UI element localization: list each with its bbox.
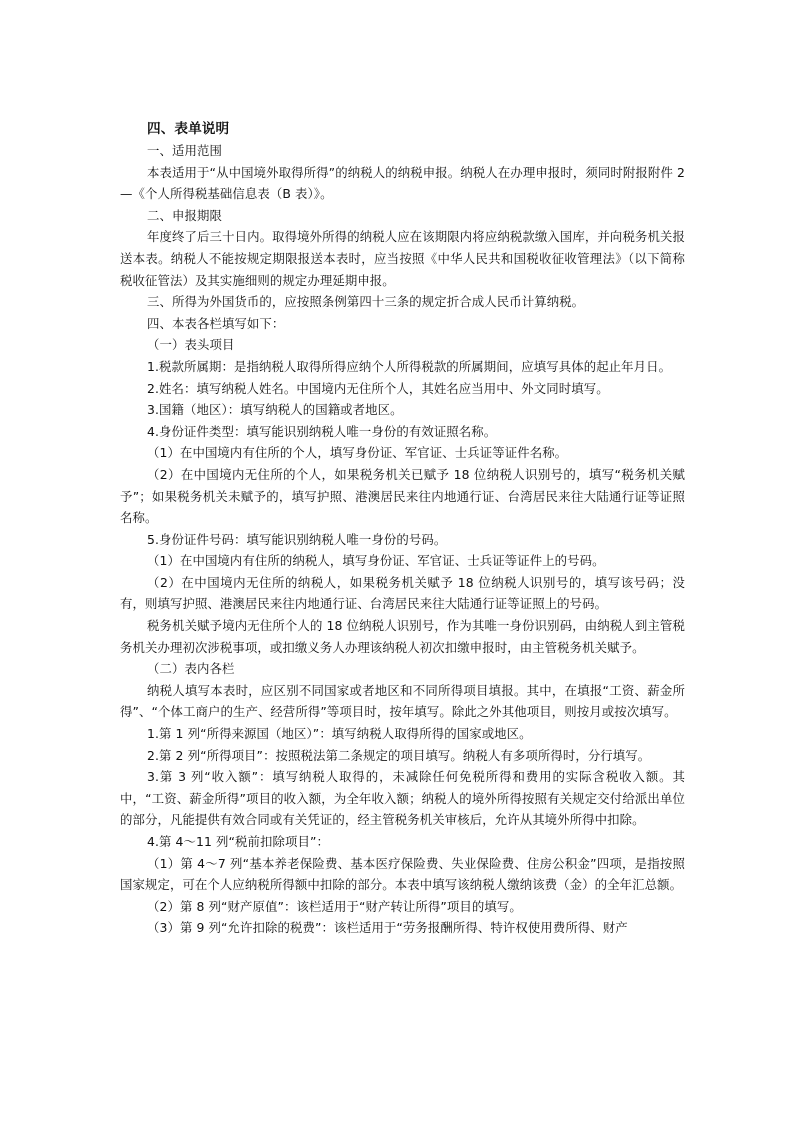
paragraph-id-type: 4.身份证件类型：填写能识别纳税人唯一身份的有效证照名称。	[147, 423, 497, 439]
paragraph-id-type-1: （1）在中国境内有住所的个人，填写身份证、军官证、士兵证等证件名称。	[147, 445, 568, 461]
paragraph-column-3: 3.第 3 列“收入额”：填写纳税人取得的，未减除任何免税所得和费用的实际含税收入额。其中，“工资、薪金所得”项目的收入额，为全年收入额；纳税人的境外所得按照有关规定交付给派出单位的部分，凡能提供有效合同或有关凭证的，经主管税务机关审核后，允许从其境外所得中扣除。	[120, 769, 685, 828]
paragraph-column-4-11: 4.第 4～11 列“税前扣除项目”：	[147, 834, 329, 849]
paragraph-column-4-7: （1）第 4～7 列“基本养老保险费、基本医疗保险费、失业保险费、住房公积金”四项，是指按照国家规定，可在个人应纳税所得额中扣除的部分。本表中填写该纳税人缴纳该费（金）的全年汇总额。	[120, 855, 685, 893]
paragraph-deadline: 年度终了后三十日内。取得境外所得的纳税人应在该期限内将应纳税款缴入国库，并向税务机关报送本表。纳税人不能按规定期限报送本表时，应当按照《中华人民共和国税收征收管理法》（以下简称税收征管法）及其实施细则的规定办理延期申报。	[120, 229, 685, 288]
section-title: 四、表单说明	[147, 121, 230, 137]
paragraph-name: 2.姓名：填写纳税人姓名。中国境内无住所个人，其姓名应当用中、外文同时填写。	[147, 380, 609, 396]
paragraph-tax-period: 1.税款所属期：是指纳税人取得所得应纳个人所得税款的所属期间，应填写具体的起止年月日。	[147, 358, 672, 374]
heading-table-columns: （二）表内各栏	[147, 661, 235, 677]
paragraph-currency: 三、所得为外国货币的，应按照条例第四十三条的规定折合成人民币计算纳税。	[147, 294, 585, 310]
paragraph-taxpayer-id: 税务机关赋予境内无住所个人的 18 位纳税人识别号，作为其唯一身份识别码，由纳税人到主管税务机关办理初次涉税事项，或扣缴义务人办理该纳税人初次扣缴申报时，由主管税务机关赋予。	[120, 618, 685, 655]
document-body	[120, 118, 685, 939]
paragraph-columns-intro: 纳税人填写本表时，应区别不同国家或者地区和不同所得项目填报。其中，在填报“工资、薪金所得”、“个体工商户的生产、经营所得”等项目时，按年填写。除此之外其他项目，则按月或按次填写。	[120, 682, 685, 720]
paragraph-id-number-2: （2）在中国境内无住所的纳税人，如果税务机关赋予 18 位纳税人识别号的，填写该号码；没有，则填写护照、港澳居民来往内地通行证、台湾居民来往大陆通行证等证照上的号码。	[120, 574, 685, 612]
paragraph-id-number-1: （1）在中国境内有住所的纳税人，填写身份证、军官证、士兵证等证件上的号码。	[147, 553, 605, 569]
paragraph-id-type-2: （2）在中国境内无住所的个人，如果税务机关已赋予 18 位纳税人识别号的，填写“税务机关赋予”；如果税务机关未赋予的，填写护照、港澳居民来往内地通行证、台湾居民来往大陆通行证等证照名称。	[120, 466, 685, 526]
paragraph-fields-intro: 四、本表各栏填写如下：	[147, 315, 285, 331]
paragraph-column-1: 1.第 1 列“所得来源国（地区）”：填写纳税人取得所得的国家或地区。	[147, 726, 532, 742]
paragraph-column-2: 2.第 2 列“所得项目”：按照税法第二条规定的项目填写。纳税人有多项所得时，分行填写。	[147, 747, 651, 763]
heading-scope: 一、适用范围	[147, 143, 222, 158]
paragraph-nationality: 3.国籍（地区）：填写纳税人的国籍或者地区。	[147, 402, 403, 418]
heading-header-items: （一）表头项目	[147, 337, 235, 353]
paragraph-id-number: 5.身份证件号码：填写能识别纳税人唯一身份的号码。	[147, 531, 447, 547]
paragraph-scope: 本表适用于“从中国境外取得所得”的纳税人的纳税申报。纳税人在办理申报时，须同时附报附件 2—《个人所得税基础信息表（B 表）》。	[120, 164, 685, 202]
paragraph-column-9: （3）第 9 列“允许扣除的税费”：该栏适用于“劳务报酬所得、特许权使用费所得、财产	[147, 920, 628, 936]
paragraph-column-8: （2）第 8 列“财产原值”：该栏适用于“财产转让所得”项目的填写。	[147, 898, 522, 914]
heading-deadline: 二、申报期限	[147, 207, 222, 223]
